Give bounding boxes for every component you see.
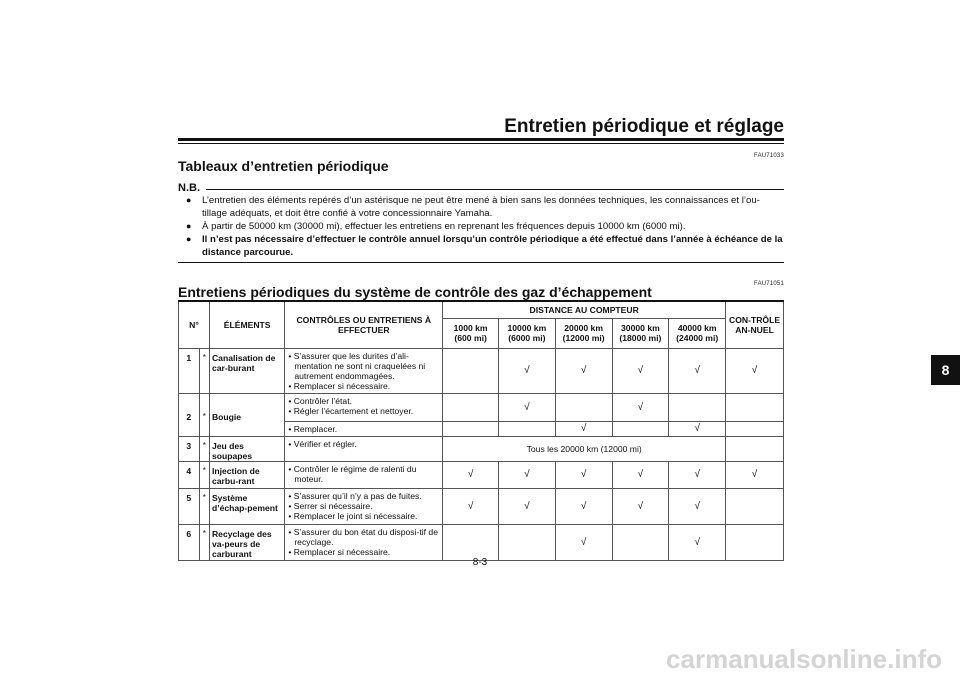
header-controls: CONTRÔLES OU ENTRETIENS À EFFECTUER xyxy=(285,301,443,348)
check-mark: √ xyxy=(498,393,555,421)
section-title: Tableaux d’entretien périodique xyxy=(178,158,389,174)
check-mark: √ xyxy=(669,421,726,436)
check-mark: √ xyxy=(498,488,555,524)
check-mark: √ xyxy=(726,348,784,393)
table-row: 3 * Jeu des soupapes • Vérifier et régler. Tous les 20000 km (12000 mi) xyxy=(179,436,784,461)
check-mark: √ xyxy=(555,461,612,488)
header-elements: ÉLÉMENTS xyxy=(209,301,284,348)
nb-end-rule xyxy=(178,262,784,263)
asterisk: * xyxy=(199,436,209,461)
asterisk: * xyxy=(199,393,209,436)
header-distance-4: 30000 km (18000 mi) xyxy=(612,318,669,348)
check-mark: √ xyxy=(612,348,669,393)
header-distance-3: 20000 km (12000 mi) xyxy=(555,318,612,348)
header-distance-2: 10000 km (6000 mi) xyxy=(498,318,555,348)
chapter-title: Entretien périodique et réglage xyxy=(504,116,784,137)
check-mark: √ xyxy=(612,461,669,488)
header-rule-thin xyxy=(178,143,784,144)
table-row: 2 * Bougie • Contrôler l’état. • Régler l’écartement et nettoyer. √ √ xyxy=(179,393,784,421)
section-title: Entretiens périodiques du système de contrôle des gaz d’échappement xyxy=(178,284,652,300)
check-mark: √ xyxy=(498,348,555,393)
table-row: • Remplacer. √ √ xyxy=(179,421,784,436)
table-row: 4 * Injection de carbu-rant • Contrôler le régime de ralenti du moteur. √ √ √ √ √ √ xyxy=(179,461,784,488)
check-mark: √ xyxy=(669,488,726,524)
table-row: 1 * Canalisation de car-burant • S’assurer que les durites d’ali-mentation ne sont ni craquelées ni autrement endommagées. • Remplacer si nécessaire. √ √ √ √ √ xyxy=(179,348,784,393)
header-annual: CON-TRÔLE AN-NUEL xyxy=(726,301,784,348)
bullet-icon: ● xyxy=(186,195,192,205)
table-row: 6 * Recyclage des va-peurs de carburant • S’assurer du bon état du disposi-tif de recyclage. • Remplacer si nécessaire. √ √ xyxy=(179,524,784,560)
nb-item: ● À partir de 50000 km (30000 mi), effectuer les entretiens en reprenant les fréquences depuis 10000 km (6000 mi). xyxy=(186,221,686,232)
asterisk: * xyxy=(199,461,209,488)
check-mark: √ xyxy=(443,488,499,524)
check-mark: √ xyxy=(669,524,726,560)
check-mark: √ xyxy=(669,461,726,488)
nb-item: ● Il n’est pas nécessaire d’effectuer le contrôle annuel lorsqu’un contrôle périodique a été effectué dans l’année à échéance de la distance parcourue. xyxy=(186,234,783,258)
check-mark: √ xyxy=(612,488,669,524)
check-mark: √ xyxy=(443,461,499,488)
asterisk: * xyxy=(199,524,209,560)
nb-rule xyxy=(206,189,784,190)
check-mark: √ xyxy=(555,524,612,560)
check-mark: √ xyxy=(498,461,555,488)
reference-code: FAU71051 xyxy=(754,281,784,287)
interval-note: Tous les 20000 km (12000 mi) xyxy=(443,436,726,461)
watermark: carmanualsonline.info xyxy=(666,644,942,674)
asterisk: * xyxy=(199,488,209,524)
bullet-icon: ● xyxy=(186,221,192,231)
bullet-icon: ● xyxy=(186,234,192,244)
asterisk: * xyxy=(199,348,209,393)
header-no: N° xyxy=(179,301,210,348)
check-mark: √ xyxy=(555,348,612,393)
header-distance: DISTANCE AU COMPTEUR xyxy=(443,301,726,318)
nb-list xyxy=(186,194,784,259)
check-mark: √ xyxy=(669,348,726,393)
header-distance-5: 40000 km (24000 mi) xyxy=(669,318,726,348)
nb-item: ● L’entretien des éléments repérés d’un astérisque ne peut être mené à bien sans les données techniques, les connaissances et l’ou-tillage adéquats, et doit être confié à votre concessionnaire Yamaha. xyxy=(186,195,760,219)
check-mark: √ xyxy=(612,393,669,421)
header-rule xyxy=(178,138,784,141)
page-number: 8-3 xyxy=(472,557,488,568)
maintenance-table xyxy=(178,300,784,561)
nb-label: N.B. xyxy=(178,182,200,194)
reference-code: FAU71033 xyxy=(754,153,784,159)
check-mark: √ xyxy=(555,421,612,436)
check-mark: √ xyxy=(726,461,784,488)
table-row: 5 * Système d’échap-pement • S’assurer qu’il n’y a pas de fuites. • Serrer si nécessaire. • Remplacer le joint si nécessaire. √ √ √ √ √ xyxy=(179,488,784,524)
header-distance-1: 1000 km (600 mi) xyxy=(443,318,499,348)
chapter-tab: 8 xyxy=(931,355,960,385)
check-mark: √ xyxy=(555,488,612,524)
